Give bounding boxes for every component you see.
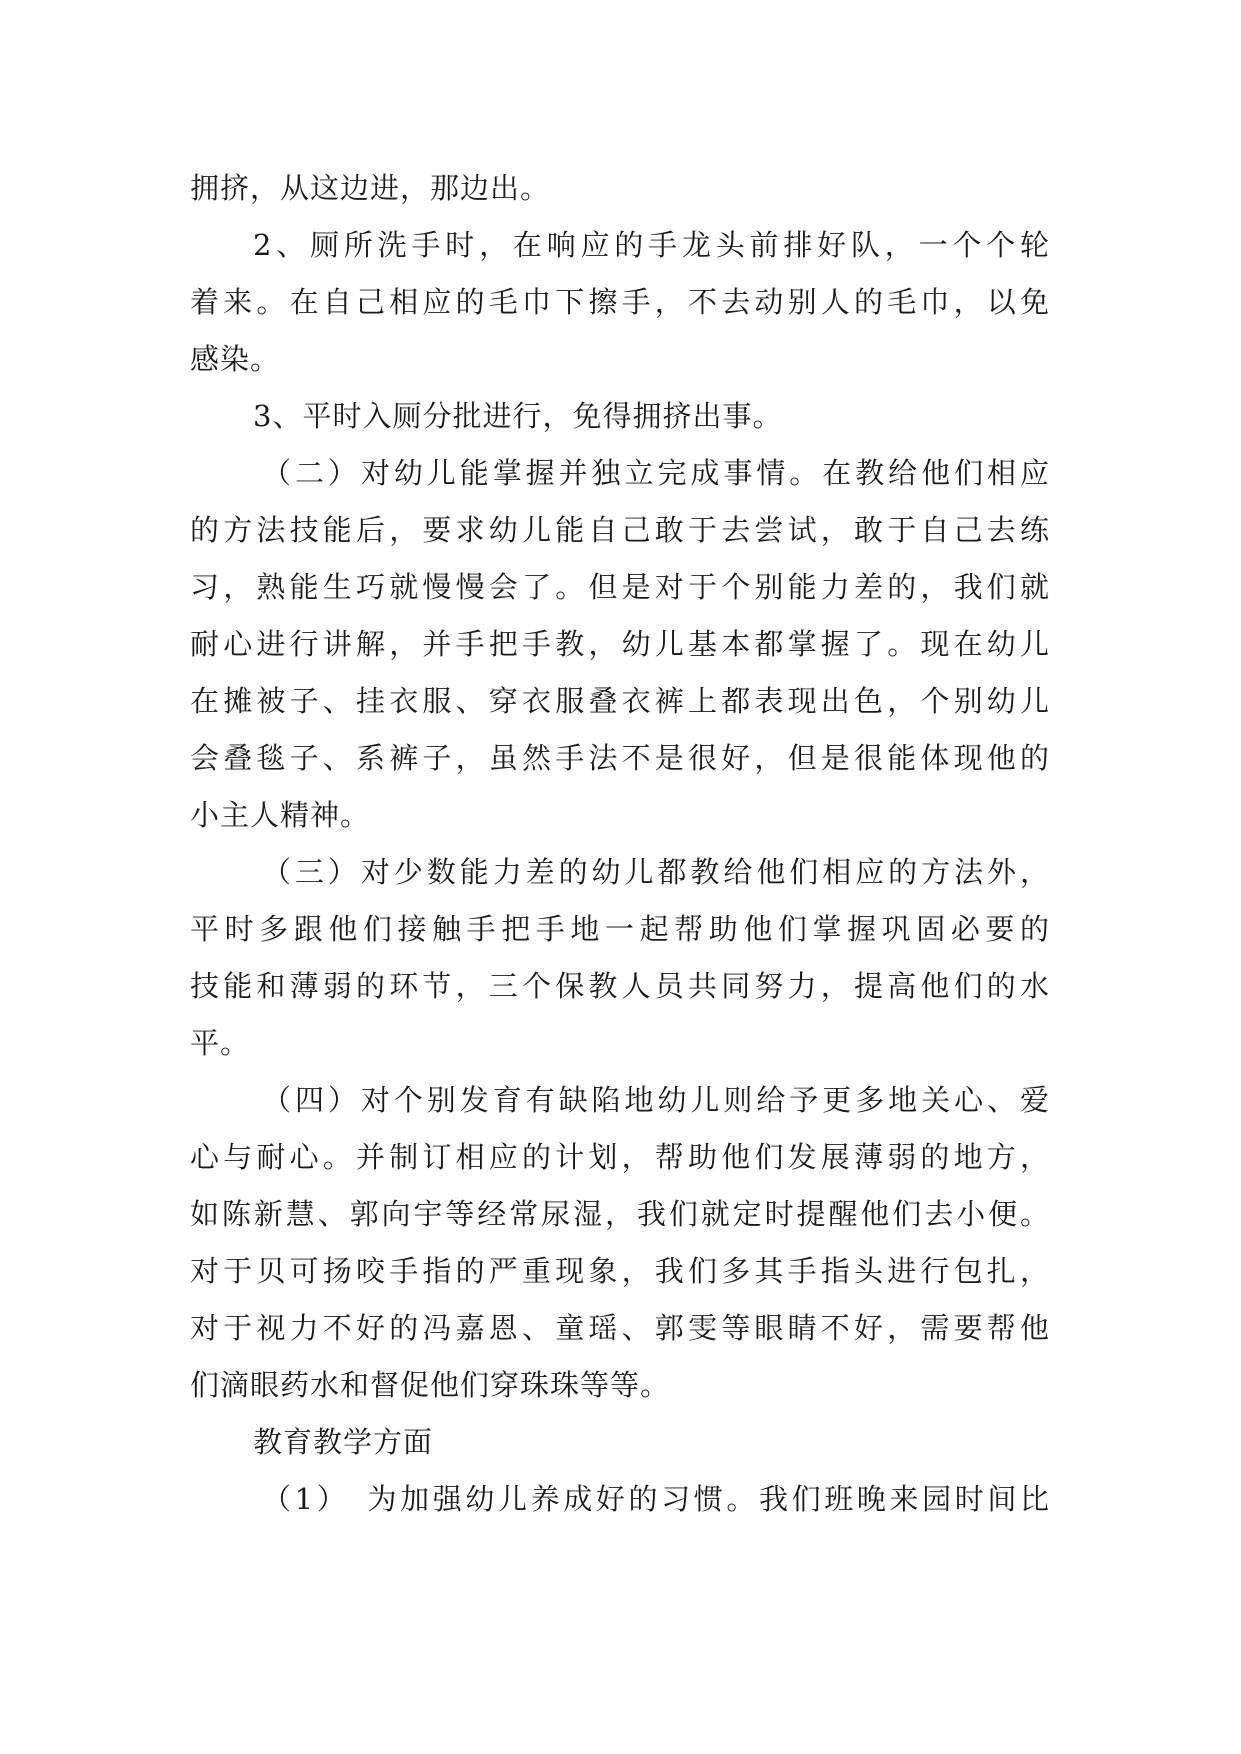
text-line: 拥挤，从这边进，那边出。	[190, 171, 551, 205]
text-line: 感染。	[190, 342, 281, 376]
text-line: 对于视力不好的冯嘉恩、童瑶、郭雯等眼睛不好，需要帮他	[190, 1311, 1050, 1345]
text-line: 习，熟能生巧就慢慢会了。但是对于个别能力差的，我们就	[190, 570, 1050, 604]
text-line: （四）对个别发育有缺陷地幼儿则给予更多地关心、爱	[262, 1083, 1050, 1117]
text-line: 2、厕所洗手时，在响应的手龙头前排好队，一个个轮	[253, 228, 1050, 262]
text-line: 如陈新慧、郭向宇等经常尿湿，我们就定时提醒他们去小便。	[190, 1197, 1050, 1231]
section-heading: 教育教学方面	[253, 1425, 434, 1459]
text-line: 着来。在自己相应的毛巾下擦手，不去动别人的毛巾，以免	[190, 285, 1050, 319]
text-line: （1） 为加强幼儿养成好的习惯。我们班晚来园时间比	[262, 1482, 1050, 1516]
text-line: 会叠毯子、系裤子，虽然手法不是很好，但是很能体现他的	[190, 741, 1050, 775]
text-line: 耐心进行讲解，并手把手教，幼儿基本都掌握了。现在幼儿	[190, 627, 1050, 661]
text-line: 平。	[190, 1026, 251, 1060]
text-line: 平时多跟他们接触手把手地一起帮助他们掌握巩固必要的	[190, 912, 1050, 946]
text-line: 们滴眼药水和督促他们穿珠珠等等。	[190, 1368, 671, 1402]
text-line: 的方法技能后，要求幼儿能自己敢于去尝试，敢于自己去练	[190, 513, 1050, 547]
text-line: 在摊被子、挂衣服、穿衣服叠衣裤上都表现出色，个别幼儿	[190, 684, 1050, 718]
text-line: 对于贝可扬咬手指的严重现象，我们多其手指头进行包扎，	[190, 1254, 1050, 1288]
text-line: （二）对幼儿能掌握并独立完成事情。在教给他们相应	[262, 456, 1050, 490]
text-line: 3、平时入厕分批进行，免得拥挤出事。	[253, 399, 783, 433]
text-line: 技能和薄弱的环节，三个保教人员共同努力，提高他们的水	[190, 969, 1050, 1003]
text-line: （三）对少数能力差的幼儿都教给他们相应的方法外，	[262, 855, 1050, 889]
text-line: 小主人精神。	[190, 798, 371, 832]
text-line: 心与耐心。并制订相应的计划，帮助他们发展薄弱的地方，	[190, 1140, 1050, 1174]
